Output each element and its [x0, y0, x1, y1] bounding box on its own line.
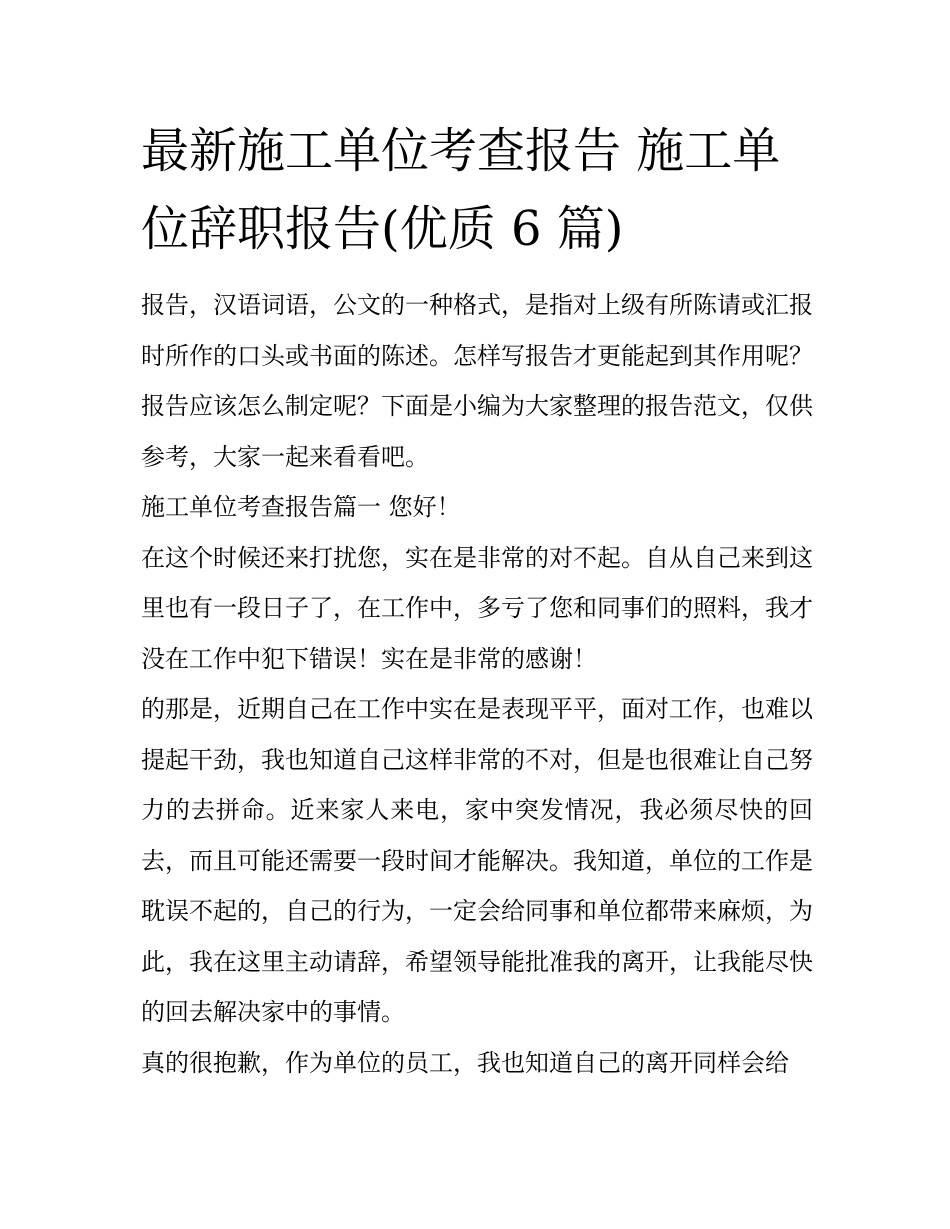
document-page	[141, 112, 813, 1088]
paragraph-section-heading: 施工单位考查报告篇一 您好！	[141, 493, 461, 521]
document-title: 最新施工单位考查报告 施工单位辞职报告(优质 6 篇)	[141, 123, 781, 257]
paragraph-closing: 真的很抱歉，作为单位的员工，我也知道自己的离开同样会给	[141, 1048, 789, 1077]
paragraph-reason: 的那是，近期自己在工作中实在是表现平平，面对工作，也难以提起干劲，我也知道自己这样非常的不对，但是也很难让自己努力的去拼命。近来家人来电，家中突发情况，我必须尽快的回去，而且可能还需要一段时间才能解决。我知道，单位的工作是耽误不起的，自己的行为，一定会给同事和单位都带来麻烦，为此，我在这里主动请辞，希望领导能批准我的离开，让我能尽快的回去解决家中的事情。	[141, 695, 813, 1026]
document-body	[141, 280, 813, 1088]
paragraph-intro: 报告，汉语词语，公文的一种格式，是指对上级有所陈请或汇报时所作的口头或书面的陈述。怎样写报告才更能起到其作用呢？报告应该怎么制定呢？下面是小编为大家整理的报告范文，仅供参考，大家一起来看看吧。	[141, 291, 813, 471]
paragraph-apology: 在这个时候还来打扰您，实在是非常的对不起。自从自己来到这里也有一段日子了，在工作中，多亏了您和同事们的照料，我才没在工作中犯下错误！实在是非常的感谢！	[141, 543, 813, 673]
